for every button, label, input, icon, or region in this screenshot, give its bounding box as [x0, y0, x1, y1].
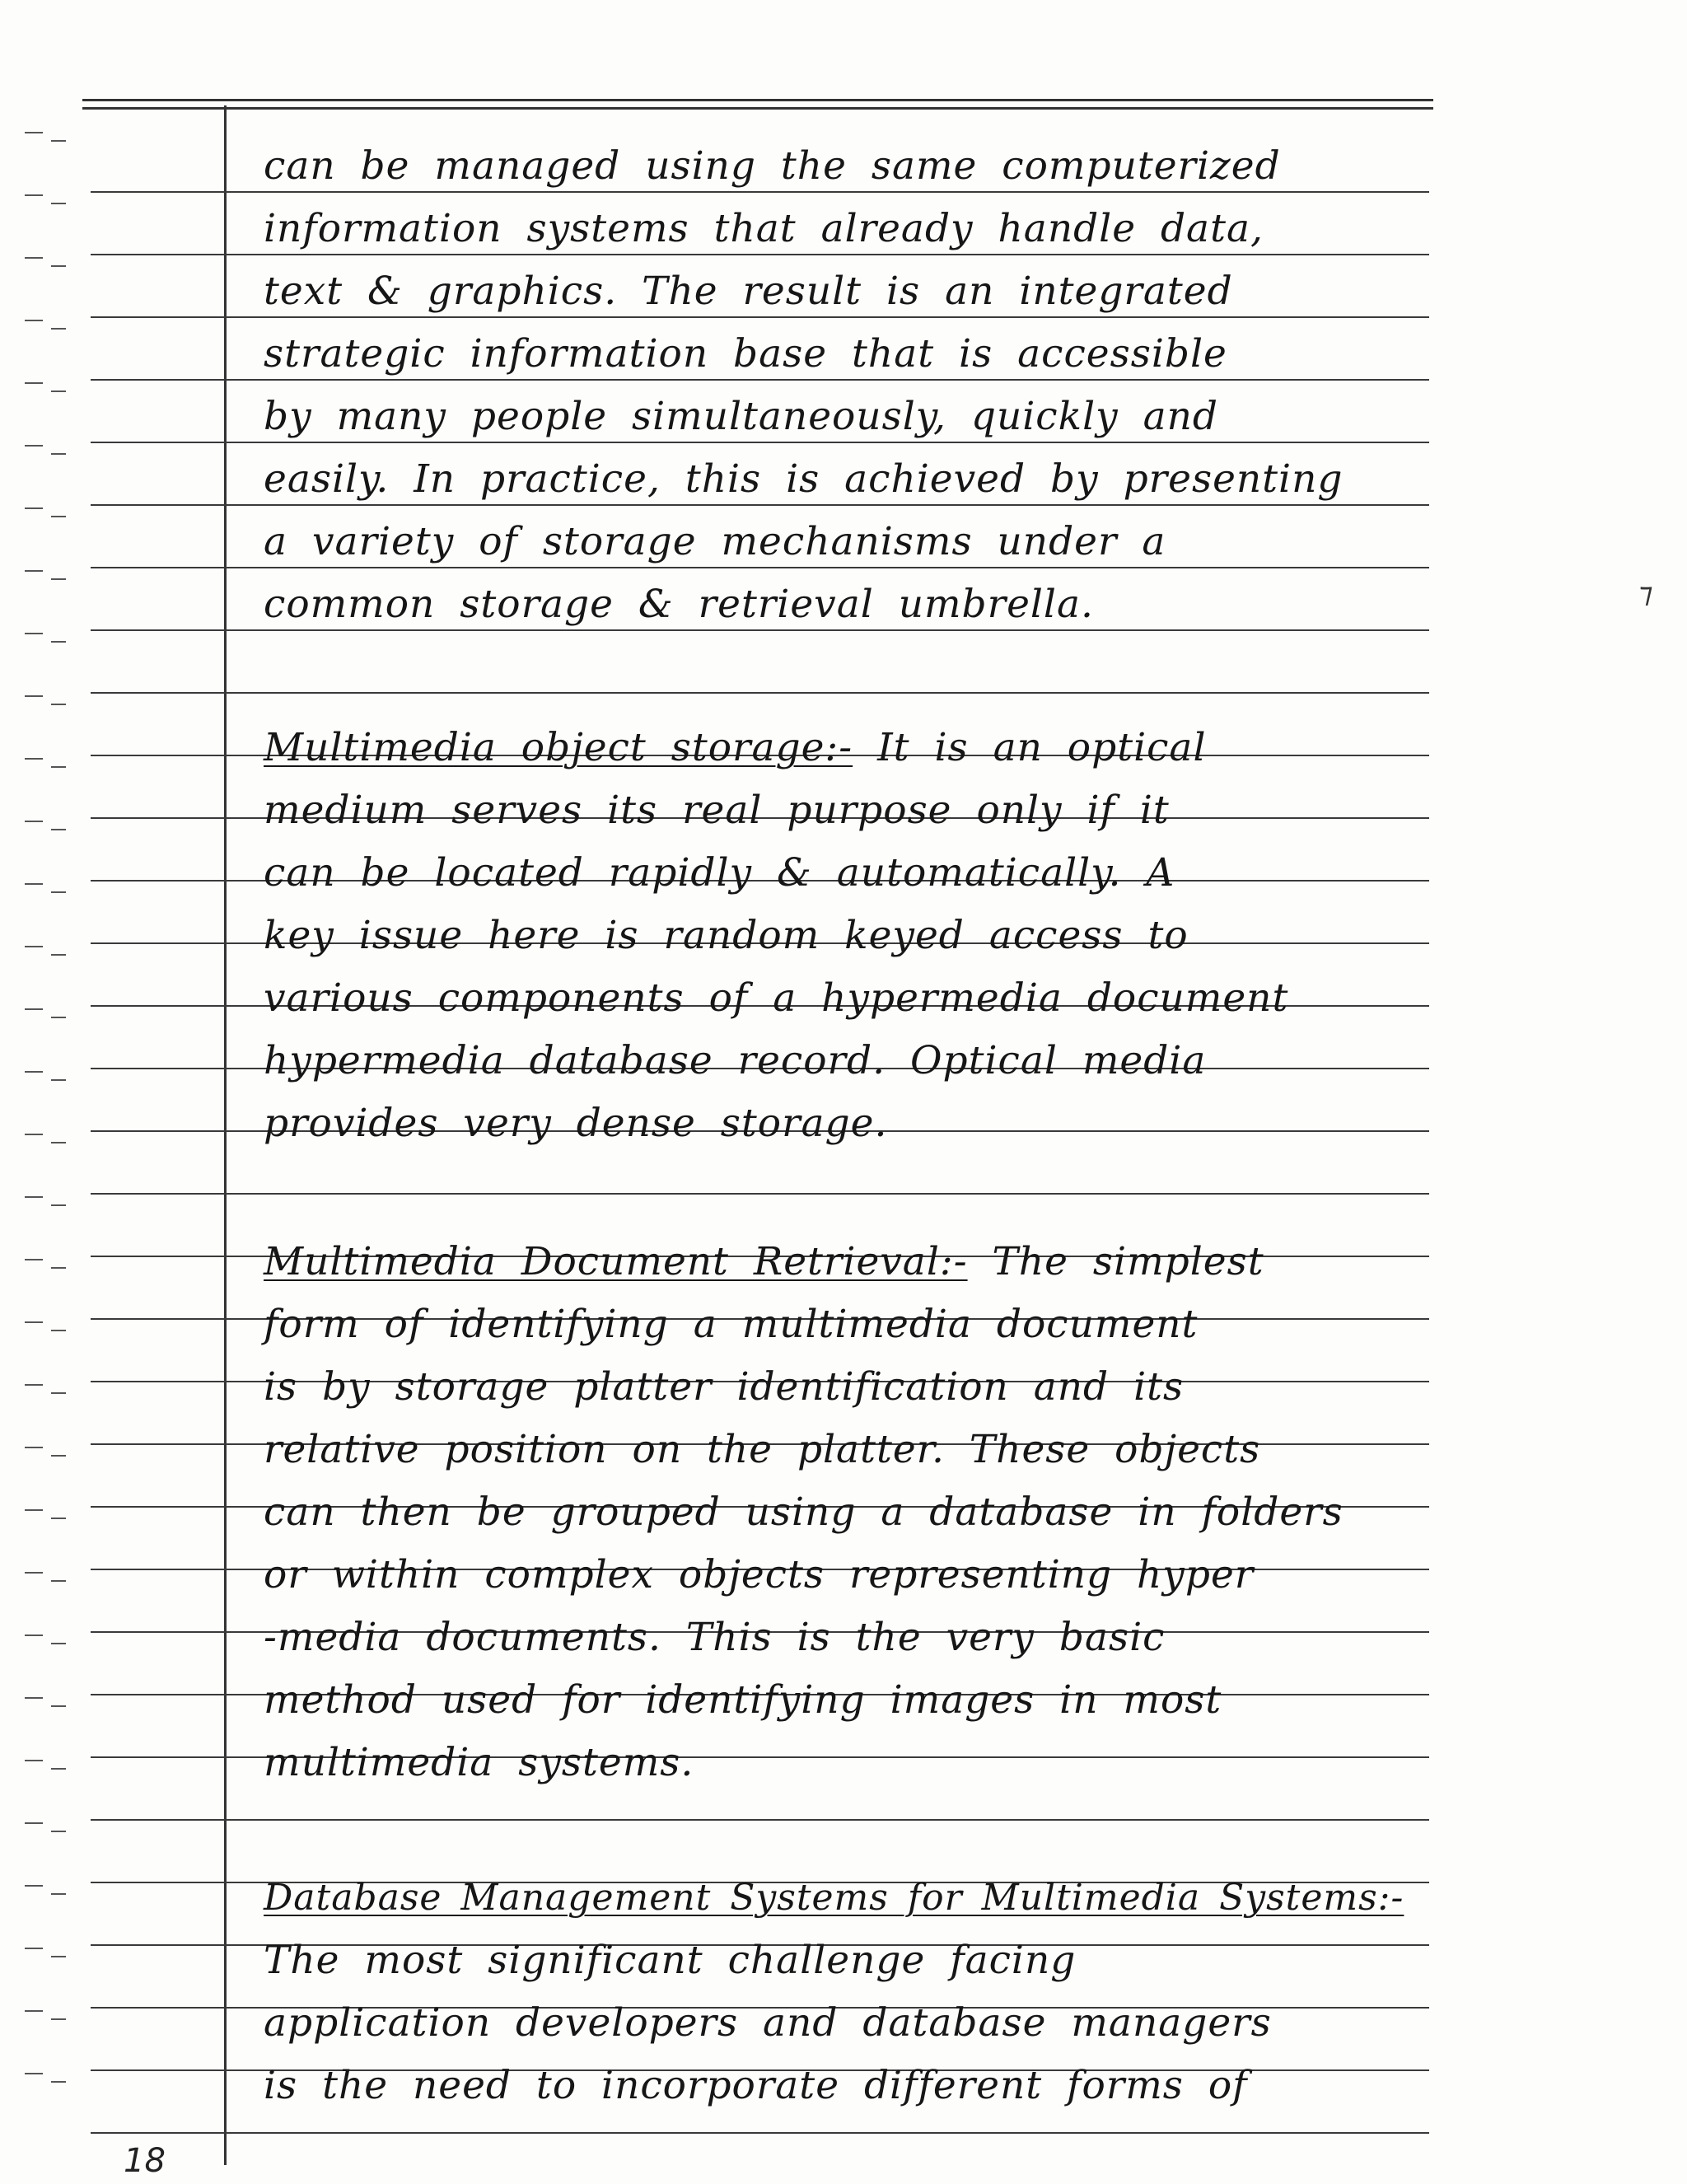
text-line [264, 722, 1425, 774]
margin-tick [25, 570, 43, 572]
margin-tick [25, 1008, 43, 1010]
margin-tick [51, 1142, 66, 1143]
text-line: form of identifying a multimedia document [264, 1302, 1199, 1347]
text-line: hypermedia database record. Optical media [264, 1038, 1207, 1083]
page-number: 18 [124, 2142, 166, 2180]
margin-tick [51, 1705, 66, 1707]
margin-tick [25, 1697, 43, 1699]
text-line: text & graphics. The result is an integrated [264, 269, 1233, 314]
margin-tick [25, 1447, 43, 1448]
text-line: is the need to incorporate different forms of [264, 2063, 1248, 2108]
text-line: key issue here is random keyed access to [264, 913, 1189, 958]
margin-tick [51, 1017, 66, 1018]
margin-tick [51, 328, 66, 330]
margin-tick [25, 1071, 43, 1073]
margin-tick [25, 1384, 43, 1386]
margin-tick [51, 453, 66, 455]
margin-tick [51, 1893, 66, 1895]
margin-tick [51, 516, 66, 517]
margin-tick [51, 1330, 66, 1331]
margin-tick [25, 320, 43, 321]
margin-tick [25, 821, 43, 822]
margin-tick [51, 265, 66, 267]
text-line: easily. In practice, this is achieved by presenting [264, 456, 1344, 502]
margin-tick [51, 1204, 66, 1206]
ruled-line [91, 1819, 1429, 1821]
margin-tick [51, 1831, 66, 1832]
margin-tick [25, 507, 43, 509]
margin-tick [25, 194, 43, 196]
section-heading: Database Management Systems for Multimedia Systems:- [264, 1877, 1404, 1919]
margin-tick [25, 1760, 43, 1761]
margin-tick [25, 2073, 43, 2074]
margin-tick [51, 391, 66, 392]
text-line: provides very dense storage. [264, 1101, 888, 1146]
margin-tick [25, 946, 43, 947]
section-text: The simplest [992, 1239, 1264, 1284]
margin-tick [51, 766, 66, 768]
margin-line [224, 105, 227, 2165]
text-line: The most significant challenge facing [264, 1938, 1077, 1983]
margin-tick [25, 257, 43, 259]
text-line: can be located rapidly & automatically. A [264, 850, 1175, 896]
text-line: application developers and database managers [264, 2000, 1272, 2046]
margin-tick [25, 1572, 43, 1574]
text-line: strategic information base that is accessible [264, 331, 1227, 376]
text-line: a variety of storage mechanisms under a [264, 519, 1166, 564]
text-line: or within complex objects representing hyper [264, 1552, 1255, 1597]
margin-tick [25, 1321, 43, 1323]
margin-tick [25, 132, 43, 133]
top-rule [82, 107, 1433, 110]
margin-tick [25, 695, 43, 697]
margin-tick [51, 829, 66, 830]
margin-tick [51, 1267, 66, 1269]
margin-tick [25, 1634, 43, 1636]
text-line: is by storage platter identification and its [264, 1364, 1185, 1410]
text-line [264, 1236, 1425, 1288]
margin-tick [25, 1948, 43, 1949]
margin-tick [51, 1580, 66, 1582]
section-heading: Multimedia object storage:- [264, 725, 853, 770]
text-line: by many people simultaneously, quickly and [264, 394, 1219, 439]
text-line: relative position on the platter. These objects [264, 1427, 1261, 1472]
text-line: various components of a hypermedia document [264, 975, 1289, 1021]
margin-tick [51, 1392, 66, 1394]
text-line: can be managed using the same computerized [264, 143, 1281, 189]
margin-tick [51, 578, 66, 580]
margin-tick [51, 891, 66, 893]
margin-tick [25, 2010, 43, 2012]
section-heading: Multimedia Document Retrieval:- [264, 1239, 968, 1284]
ruled-line [91, 1193, 1429, 1195]
margin-tick [51, 1518, 66, 1519]
margin-tick [25, 883, 43, 885]
stray-mark: ⁊ [1639, 577, 1653, 610]
margin-tick [51, 203, 66, 204]
text-line: common storage & retrieval umbrella. [264, 582, 1094, 627]
text-line: multimedia systems. [264, 1740, 694, 1785]
margin-tick [25, 382, 43, 384]
text-line: -media documents. This is the very basic [264, 1615, 1166, 1660]
margin-tick [25, 758, 43, 760]
margin-tick [51, 704, 66, 705]
text-line: information systems that already handle data, [264, 206, 1264, 251]
margin-tick [51, 1455, 66, 1457]
margin-tick [51, 1079, 66, 1081]
margin-tick [25, 1885, 43, 1887]
margin-tick [51, 140, 66, 142]
margin-tick [51, 641, 66, 643]
margin-tick [25, 1134, 43, 1135]
text-line [264, 1872, 1425, 1924]
text-line: can then be grouped using a database in folders [264, 1490, 1344, 1535]
margin-tick [25, 633, 43, 634]
text-line: method used for identifying images in most [264, 1677, 1222, 1723]
margin-tick [25, 1196, 43, 1198]
section-text: It is an optical [877, 725, 1207, 770]
margin-tick [51, 1768, 66, 1770]
margin-tick [51, 1643, 66, 1644]
text-line: medium serves its real purpose only if it [264, 788, 1170, 833]
margin-tick [51, 954, 66, 956]
top-rule [82, 99, 1433, 101]
margin-tick [25, 1822, 43, 1824]
margin-tick [25, 1509, 43, 1511]
margin-tick [25, 445, 43, 447]
margin-tick [51, 2018, 66, 2020]
margin-tick [51, 1956, 66, 1957]
margin-tick [51, 2081, 66, 2083]
margin-tick [25, 1259, 43, 1260]
ruled-line [91, 692, 1429, 694]
ruled-line [91, 2132, 1429, 2134]
